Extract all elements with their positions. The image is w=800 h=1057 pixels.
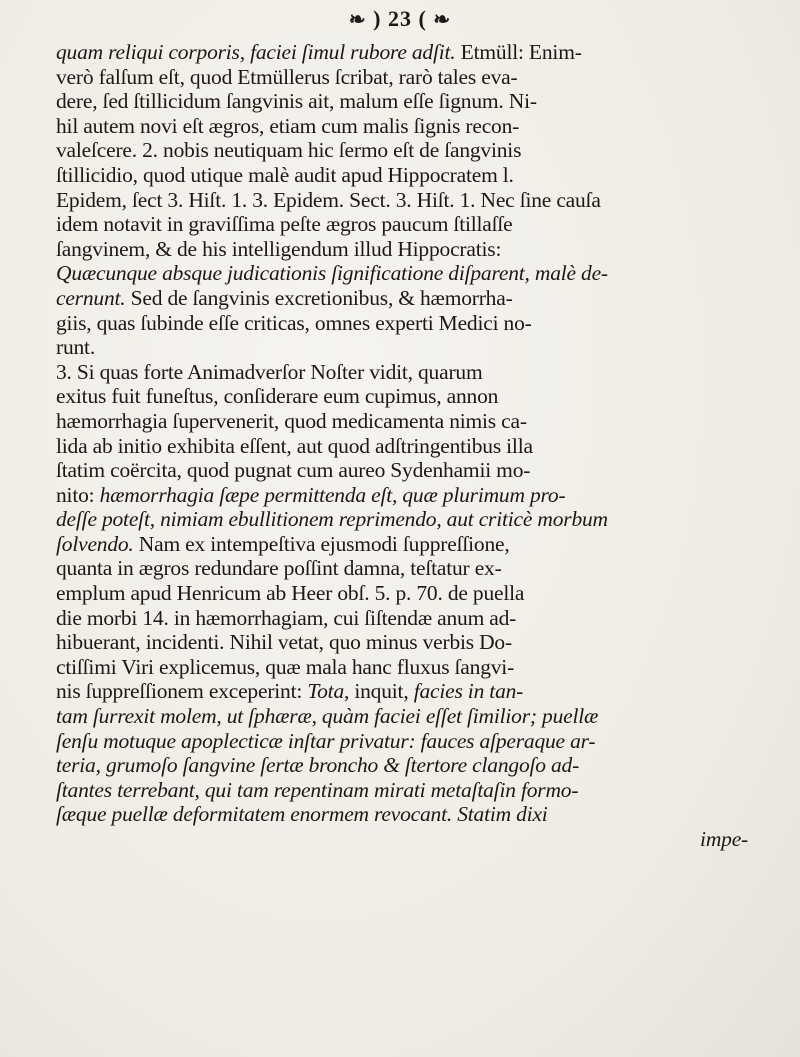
roman-segment: idem notavit in graviſſima peſte ægros paucum ſtillaſſe — [56, 212, 513, 237]
text-line — [56, 163, 784, 188]
roman-segment: giis, quas ſubinde eſſe criticas, omnes experti Medici no- — [56, 310, 532, 335]
text-line — [56, 384, 784, 409]
text-line — [56, 40, 784, 65]
text-line — [56, 606, 784, 631]
text-line — [56, 360, 784, 385]
roman-segment: valeſcere. 2. nobis neutiquam hic ſermo eſt de ſangvinis — [56, 138, 522, 163]
italic-segment: hæmorrhagia ſæpe permittenda eſt, quæ plurimum pro- — [99, 482, 566, 507]
roman-segment: Sed de ſangvinis excretionibus, & hæmorrha- — [125, 285, 513, 310]
text-line — [56, 458, 784, 483]
text-line — [56, 729, 784, 754]
italic-segment: teria, grumoſo ſangvine ſertæ broncho & ſtertore clangoſo ad- — [56, 753, 580, 778]
text-line — [56, 679, 784, 704]
text-line — [56, 532, 784, 557]
roman-segment: verò falſum eſt, quod Etmüllerus ſcribat, rarò tales eva- — [56, 64, 518, 89]
text-line — [56, 261, 784, 286]
text-line — [56, 237, 784, 262]
roman-segment: lida ab initio exhibita eſſent, aut quod adſtringentibus illa — [56, 433, 533, 458]
text-line — [56, 556, 784, 581]
roman-segment: nito: — [56, 482, 100, 507]
roman-segment: dere, ſed ſtillicidum ſangvinis ait, malum eſſe ſignum. Ni- — [56, 89, 537, 114]
text-line — [56, 212, 784, 237]
page-number: ) 23 ( — [373, 6, 427, 31]
italic-segment: quam reliqui corporis, faciei ſimul rubore adſit. — [56, 40, 456, 64]
roman-segment: hibuerant, incidenti. Nihil vetat, quo minus verbis Do- — [56, 630, 512, 655]
text-line — [56, 311, 784, 336]
italic-segment: ſæque puellæ deformitatem enormem revocant. Statim dixi — [56, 802, 548, 827]
text-line — [56, 581, 784, 606]
page-header — [0, 6, 800, 32]
roman-segment: ſtillicidio, quod utique malè audit apud Hippocratem l. — [56, 162, 514, 187]
text-line — [56, 778, 784, 803]
text-line — [56, 286, 784, 311]
roman-segment: runt. — [56, 335, 96, 360]
text-line — [56, 655, 784, 680]
text-line — [56, 114, 784, 139]
text-line — [56, 335, 784, 360]
italic-segment: deſſe poteſt, nimiam ebullitionem reprimendo, aut criticè morbum — [56, 507, 608, 532]
text-line — [56, 409, 784, 434]
roman-segment: ſangvinem, & de his intelligendum illud Hippocratis: — [56, 236, 502, 261]
text-line — [56, 434, 784, 459]
left-ornament-icon: ❧ — [348, 9, 367, 31]
roman-segment: Epidem, ſect 3. Hiſt. 1. 3. Epidem. Sect. 3. Hiſt. 1. Nec ſine cauſa — [56, 187, 601, 212]
italic-segment: Tota, — [307, 679, 350, 704]
roman-segment: ctiſſimi Viri explicemus, quæ mala hanc fluxus ſangvi- — [56, 654, 515, 679]
text-line — [56, 704, 784, 729]
roman-segment: nis ſuppreſſionem exceperint: — [56, 679, 308, 704]
italic-segment: ſolvendo. — [56, 531, 134, 556]
italic-segment: ſtantes terrebant, qui tam repentinam mirati metaſtaſin formo- — [56, 777, 579, 802]
text-line — [56, 802, 784, 827]
text-line — [56, 138, 784, 163]
catchword: impe- — [700, 827, 748, 851]
roman-segment: die morbi 14. in hæmorrhagiam, cui ſiſtendæ anum ad- — [56, 605, 517, 630]
italic-segment: tam ſurrexit molem, ut ſphæræ, quàm faciei eſſet ſimilior; puellæ — [56, 704, 599, 729]
roman-segment: hil autem novi eſt ægros, etiam cum malis ſignis recon- — [56, 113, 520, 138]
roman-segment: 3. Si quas forte Animadverſor Noſter vidit, quarum — [56, 359, 483, 384]
text-line — [56, 483, 784, 508]
italic-segment: facies in tan- — [413, 679, 524, 704]
roman-segment: ſtatim coërcita, quod pugnat cum aureo Sydenhamii mo- — [56, 458, 531, 483]
text-line — [56, 753, 784, 778]
right-ornament-icon: ❧ — [433, 9, 452, 31]
text-line — [56, 507, 784, 532]
italic-segment: Quæcunque absque judicationis ſignificatione diſparent, malè de- — [56, 261, 608, 286]
roman-segment: Nam ex intempeſtiva ejusmodi ſuppreſſione, — [133, 531, 510, 556]
roman-segment: exitus fuit funeſtus, conſiderare eum cupimus, annon — [56, 384, 499, 409]
roman-segment: hæmorrhagia ſupervenerit, quod medicamenta nimis ca- — [56, 408, 527, 433]
roman-segment: quanta in ægros redundare poſſint damna, teſtatur ex- — [56, 556, 502, 581]
text-line — [56, 630, 784, 655]
text-line — [56, 89, 784, 114]
text-line — [56, 188, 784, 213]
italic-segment: ſenſu motuque apoplecticæ inſtar privatur: fauces aſperaque ar- — [56, 728, 596, 753]
roman-segment: Etmüll: Enim- — [455, 40, 582, 64]
text-line — [56, 65, 784, 90]
italic-segment: cernunt. — [56, 285, 126, 310]
roman-segment: inquit, — [349, 679, 414, 704]
roman-segment: emplum apud Henricum ab Heer obſ. 5. p. 70. de puella — [56, 581, 525, 606]
body-text — [56, 40, 784, 852]
